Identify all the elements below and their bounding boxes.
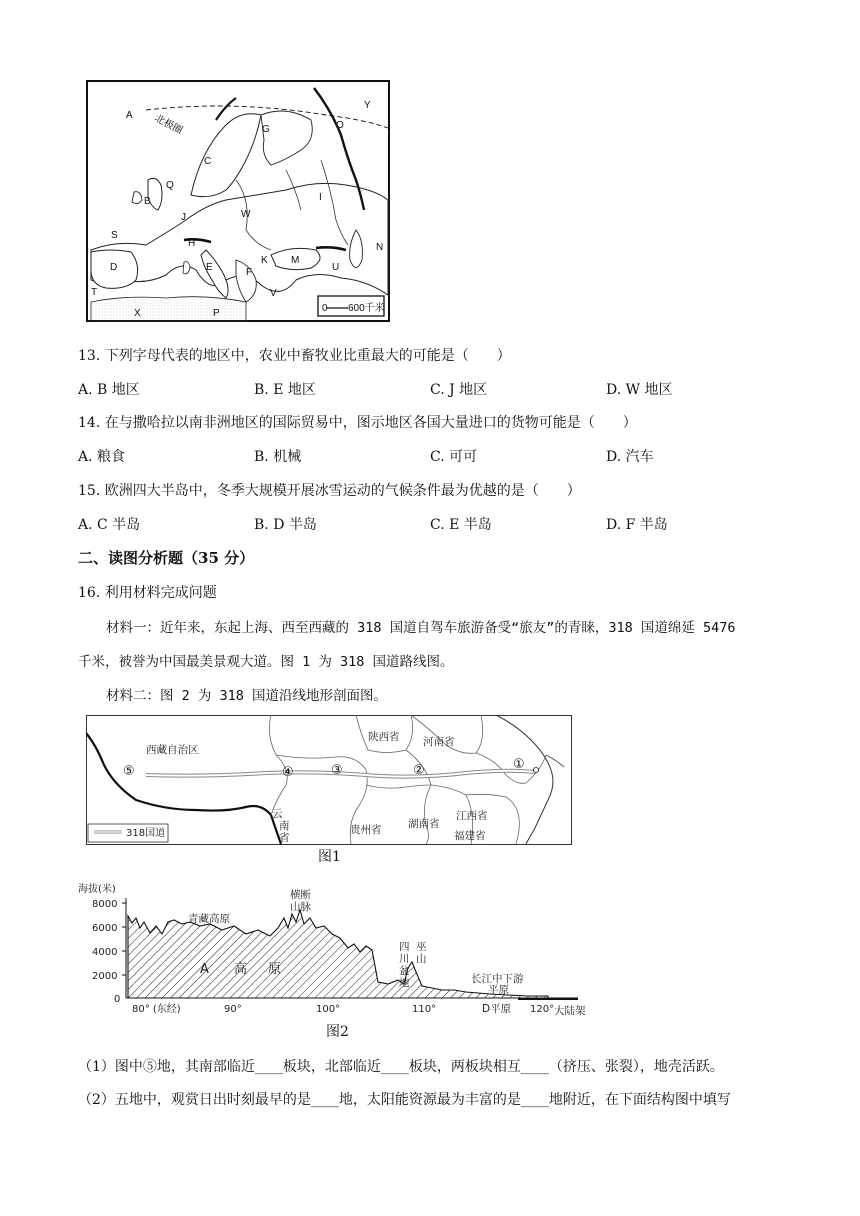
label-sichuan-1: 四 bbox=[399, 941, 410, 953]
label-plateau: 青藏高原 bbox=[188, 913, 230, 925]
question-13-stem: 13. 下列字母代表的地区中，农业中畜牧业比重最大的可能是（ ） bbox=[78, 348, 511, 364]
scale-label: 600千米 bbox=[348, 303, 385, 314]
label-hengduan-2: 山脉 bbox=[290, 901, 311, 913]
q14-option-c[interactable]: C. 可可 bbox=[430, 449, 478, 465]
map-letter-n: N bbox=[376, 242, 384, 253]
province-hunan: 湖南省 bbox=[408, 818, 440, 830]
q15-option-c[interactable]: C. E 半岛 bbox=[430, 517, 492, 533]
section-2-title: 二、读图分析题（35 分） bbox=[78, 549, 255, 567]
y-tick-4000: 4000 bbox=[92, 947, 118, 958]
map-letter-c: C bbox=[204, 156, 212, 167]
arctic-circle-label: 北极圈 bbox=[152, 112, 185, 137]
label-sichuan-4: 地 bbox=[399, 977, 410, 989]
figure-1-caption: 图1 bbox=[318, 849, 341, 865]
material-1-line-1: 材料一：近年来，东起上海、西至西藏的 318 国道自驾车旅游备受“旅友”的青睐，318 国道绵延 5476 bbox=[106, 620, 736, 636]
y-tick-2000: 2000 bbox=[92, 971, 118, 982]
point-1: ① bbox=[513, 757, 525, 772]
map-letter-a: A bbox=[126, 110, 133, 121]
label-hengduan-1: 横断 bbox=[290, 889, 311, 901]
map-letter-o: O bbox=[336, 120, 344, 131]
material-1-line-2: 千米，被誉为中国最美景观大道。图 1 为 318 国道路线图。 bbox=[78, 654, 454, 670]
figure-2-profile bbox=[78, 878, 598, 1027]
q13-option-c[interactable]: C. J 地区 bbox=[430, 382, 488, 398]
label-yuan: 原 bbox=[268, 962, 282, 977]
x-tick-80: 80° (东经) bbox=[132, 1004, 181, 1015]
q15-option-a[interactable]: A. C 半岛 bbox=[78, 517, 141, 533]
province-yunnan-3: 省 bbox=[279, 832, 290, 844]
question-15-stem: 15. 欧洲四大半岛中，冬季大规模开展冰雪运动的气候条件最为优越的是（ ） bbox=[78, 483, 581, 499]
label-d-plain: D平原 bbox=[482, 1003, 512, 1015]
label-changjiang-2: 平原 bbox=[488, 984, 509, 996]
map-letter-s: S bbox=[111, 230, 118, 241]
q14-option-b[interactable]: B. 机械 bbox=[254, 449, 302, 465]
map-letter-k: K bbox=[261, 255, 268, 266]
point-2: ② bbox=[413, 763, 425, 778]
map-letter-q: Q bbox=[166, 180, 174, 191]
map-letter-w: W bbox=[241, 209, 251, 220]
europe-map bbox=[86, 80, 390, 326]
scale-zero: 0 bbox=[322, 303, 328, 314]
province-guizhou: 贵州省 bbox=[350, 824, 382, 836]
y-tick-8000: 8000 bbox=[92, 899, 118, 910]
map-letter-b: B bbox=[144, 196, 151, 207]
material-2: 材料二：图 2 为 318 国道沿线地形剖面图。 bbox=[106, 688, 388, 704]
q13-option-a[interactable]: A. B 地区 bbox=[78, 382, 140, 398]
map-letter-v: V bbox=[270, 288, 277, 299]
province-xizang: 西藏自治区 bbox=[146, 744, 199, 756]
label-sichuan-2: 川 bbox=[399, 953, 410, 965]
label-a: A bbox=[200, 962, 209, 977]
province-shaanxi: 陕西省 bbox=[368, 731, 400, 743]
province-fujian: 福建省 bbox=[454, 830, 486, 842]
route-map-svg bbox=[86, 715, 572, 845]
subquestion-1: （1）图中⑤地，其南部临近____板块，北部临近____板块，两板块相互____（挤压、张裂），地壳活跃。 bbox=[78, 1059, 724, 1075]
map-letter-m: M bbox=[291, 255, 300, 266]
map-letter-d: D bbox=[110, 262, 118, 273]
map-letter-y: Y bbox=[364, 100, 371, 111]
label-wushan-1: 巫 bbox=[416, 941, 427, 953]
map-letter-i: I bbox=[319, 192, 322, 203]
x-tick-100: 100° bbox=[316, 1004, 341, 1015]
y-tick-6000: 6000 bbox=[92, 923, 118, 934]
q13-option-d[interactable]: D. W 地区 bbox=[606, 382, 673, 398]
label-sichuan-3: 盆 bbox=[399, 965, 410, 977]
point-4: ④ bbox=[282, 765, 294, 780]
label-gao: 高 bbox=[234, 962, 248, 977]
province-yunnan-2: 南 bbox=[279, 820, 290, 832]
q15-option-b[interactable]: B. D 半岛 bbox=[254, 517, 317, 533]
subquestion-2: （2）五地中，观赏日出时刻最早的是____地，太阳能资源最为丰富的是____地附近，在下面结构图中填写 bbox=[78, 1092, 731, 1108]
map-letter-t: T bbox=[91, 287, 98, 298]
q13-option-b[interactable]: B. E 地区 bbox=[254, 382, 316, 398]
x-tick-90: 90° bbox=[224, 1004, 242, 1015]
label-shelf: 大陆架 bbox=[554, 1005, 586, 1017]
x-tick-120: 120° bbox=[530, 1004, 555, 1015]
figure-2-caption: 图2 bbox=[326, 1024, 349, 1040]
map-letter-g: G bbox=[262, 124, 270, 135]
europe-map-svg bbox=[86, 80, 390, 322]
point-5: ⑤ bbox=[123, 764, 135, 779]
y-axis-label: 海拔(米) bbox=[78, 884, 116, 895]
q15-option-d[interactable]: D. F 半岛 bbox=[606, 517, 668, 533]
map-letter-e: E bbox=[206, 262, 213, 273]
label-wushan-2: 山 bbox=[416, 953, 427, 965]
map-letter-u: U bbox=[332, 262, 340, 273]
map-letter-x: X bbox=[134, 308, 141, 319]
map-letter-h: H bbox=[188, 238, 196, 249]
point-3: ③ bbox=[331, 763, 343, 778]
map-letter-f: F bbox=[246, 267, 253, 278]
label-changjiang-1: 长江中下游 bbox=[471, 973, 524, 985]
province-yunnan-1: 云 bbox=[272, 808, 283, 820]
profile-svg bbox=[78, 878, 598, 1023]
legend-318-label: 318国道 bbox=[126, 828, 166, 839]
x-tick-110: 110° bbox=[412, 1004, 437, 1015]
figure-1-route-map bbox=[86, 715, 572, 849]
q14-option-d[interactable]: D. 汽车 bbox=[606, 449, 654, 465]
q14-option-a[interactable]: A. 粮食 bbox=[78, 449, 126, 465]
map-letter-p: P bbox=[213, 308, 220, 319]
question-16-stem: 16. 利用材料完成问题 bbox=[78, 585, 217, 601]
map-letter-j: J bbox=[181, 212, 186, 223]
y-tick-0: 0 bbox=[114, 994, 121, 1005]
province-henan: 河南省 bbox=[423, 736, 455, 748]
province-jiangxi: 江西省 bbox=[456, 810, 488, 822]
question-14-stem: 14. 在与撒哈拉以南非洲地区的国际贸易中，图示地区各国大量进口的货物可能是（ ） bbox=[78, 415, 637, 431]
